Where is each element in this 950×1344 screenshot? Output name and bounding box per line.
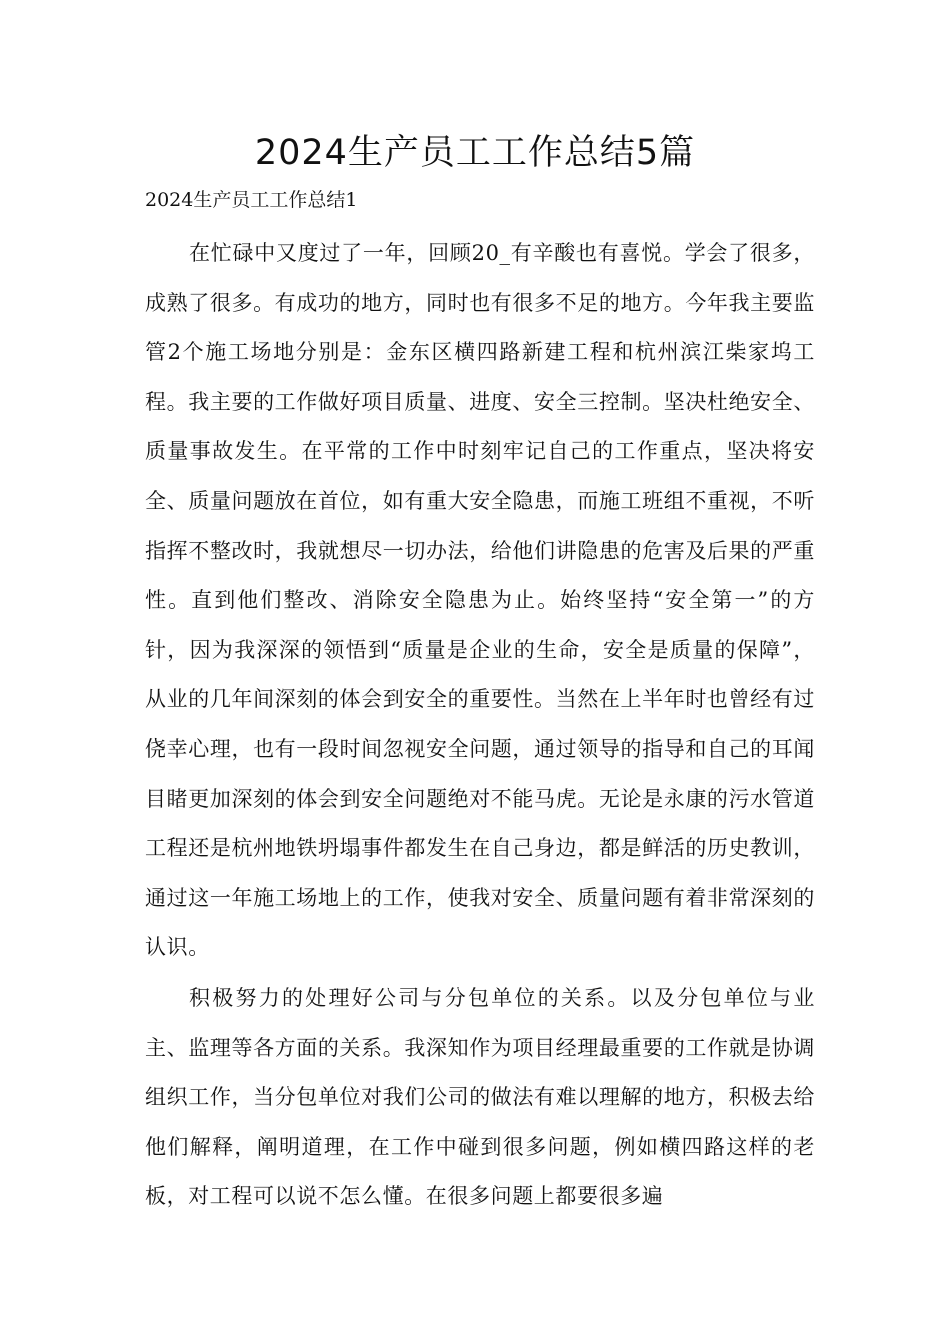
body-paragraph-1: 在忙碌中又度过了一年，回顾20_有辛酸也有喜悦。学会了很多，成熟了很多。有成功的地方，同时也有很多不足的地方。今年我主要监管2个施工场地分别是：金东区横四路新建工程和杭州滨江柴家坞工程。我主要的工作做好项目质量、进度、安全三控制。坚决杜绝安全、质量事故发生。在平常的工作中时刻牢记自己的工作重点，坚决将安全、质量问题放在首位，如有重大安全隐患，而施工班组不重视，不听指挥不整改时，我就想尽一切办法，给他们讲隐患的危害及后果的严重性。直到他们整改、消除安全隐患为止。始终坚持“安全第一”的方针，因为我深深的领悟到“质量是企业的生命，安全是质量的保障”，从业的几年间深刻的体会到安全的重要性。当然在上半年时也曾经有过侥幸心理，也有一段时间忽视安全问题，通过领导的指导和自己的耳闻目睹更加深刻的体会到安全问题绝对不能马虎。无论是永康的污水管道工程还是杭州地铁坍塌事件都发生在自己身边，都是鲜活的历史教训，通过这一年施工场地上的工作，使我对安全、质量问题有着非常深刻的认识。 [145,241,815,960]
section-heading: 2024生产员工工作总结1 [145,189,358,211]
document-title: 2024生产员工工作总结5篇 [254,133,696,173]
body-paragraph-2: 积极努力的处理好公司与分包单位的关系。以及分包单位与业主、监理等各方面的关系。我深知作为项目经理最重要的工作就是协调组织工作，当分包单位对我们公司的做法有难以理解的地方，积极去给他们解释，阐明道理，在工作中碰到很多问题，例如横四路这样的老板，对工程可以说不怎么懂。在很多问题上都要很多遍 [145,986,815,1209]
